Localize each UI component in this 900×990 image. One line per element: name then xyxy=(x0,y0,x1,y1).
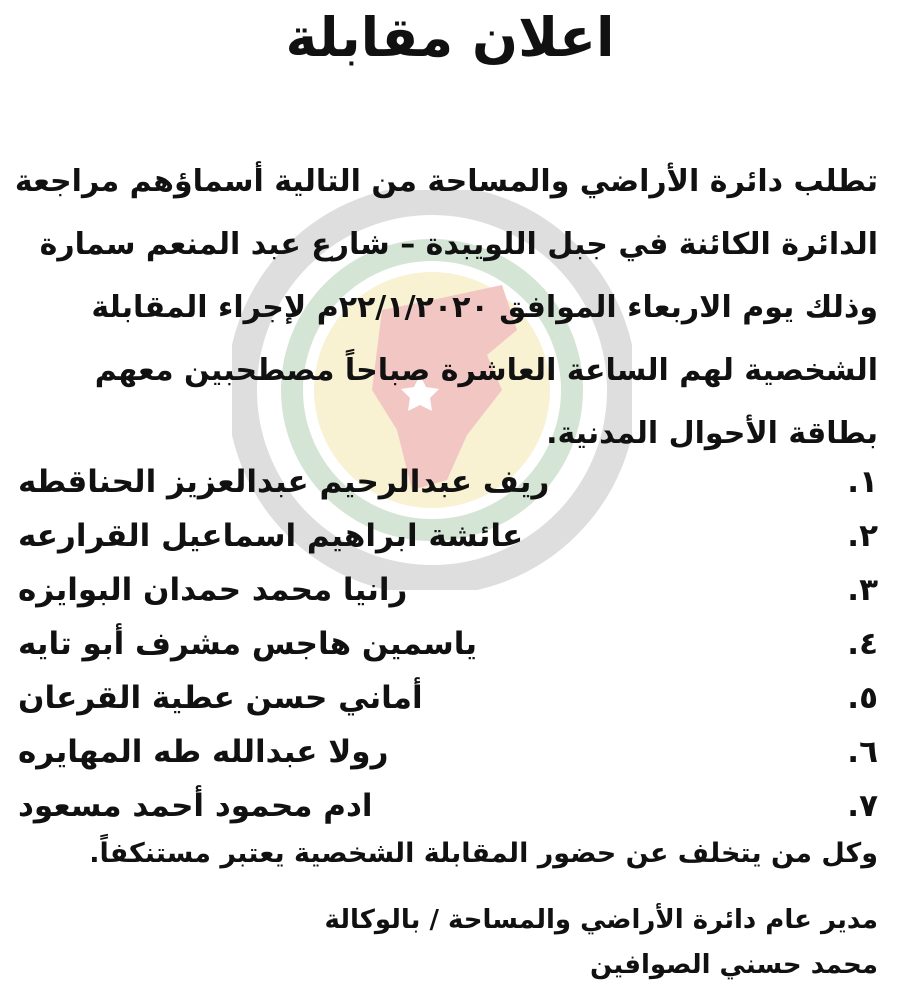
body-line: وذلك يوم الاربعاء الموافق ٢٢/١/٢٠٢٠م لإجراء المقابلة xyxy=(91,290,878,325)
list-item xyxy=(18,779,878,833)
item-number: ٧. xyxy=(847,788,878,824)
body-line: الشخصية لهم الساعة العاشرة صباحاً مصطحبين معهم xyxy=(94,353,878,388)
body-line: الدائرة الكائنة في جبل اللويبدة – شارع عبد المنعم سمارة xyxy=(39,227,878,262)
candidate-name: رولا عبدالله طه المهايره xyxy=(18,734,389,770)
candidate-name: ياسمين هاجس مشرف أبو تايه xyxy=(18,626,478,662)
item-number: ٦. xyxy=(847,734,878,770)
item-number: ٢. xyxy=(847,518,878,554)
closing-note: وكل من يتخلف عن حضور المقابلة الشخصية يعتبر مستنكفاً. xyxy=(89,838,878,869)
body-line: بطاقة الأحوال المدنية. xyxy=(546,416,878,451)
body-line: تطلب دائرة الأراضي والمساحة من التالية أسماؤهم مراجعة xyxy=(14,164,878,199)
item-number: ٣. xyxy=(847,572,878,608)
signer-title: مدير عام دائرة الأراضي والمساحة / بالوكالة xyxy=(324,905,878,935)
candidate-name: عائشة ابراهيم اسماعيل القرارعه xyxy=(18,518,524,554)
candidate-list xyxy=(18,455,878,833)
announcement-body xyxy=(14,150,878,465)
list-item xyxy=(18,509,878,563)
candidate-name: ادم محمود أحمد مسعود xyxy=(18,788,373,824)
list-item xyxy=(18,671,878,725)
candidate-name: رانيا محمد حمدان البوايزه xyxy=(18,572,408,608)
list-item xyxy=(18,455,878,509)
item-number: ٤. xyxy=(847,626,878,662)
signature-block xyxy=(18,898,878,988)
candidate-name: أماني حسن عطية القرعان xyxy=(18,680,423,716)
page-title: اعلان مقابلة xyxy=(285,6,615,69)
item-number: ١. xyxy=(847,464,878,500)
item-number: ٥. xyxy=(847,680,878,716)
signer-name: محمد حسني الصوافين xyxy=(589,950,878,980)
list-item xyxy=(18,617,878,671)
list-item xyxy=(18,725,878,779)
list-item xyxy=(18,563,878,617)
candidate-name: ريف عبدالرحيم عبدالعزيز الحناقطه xyxy=(18,464,550,500)
